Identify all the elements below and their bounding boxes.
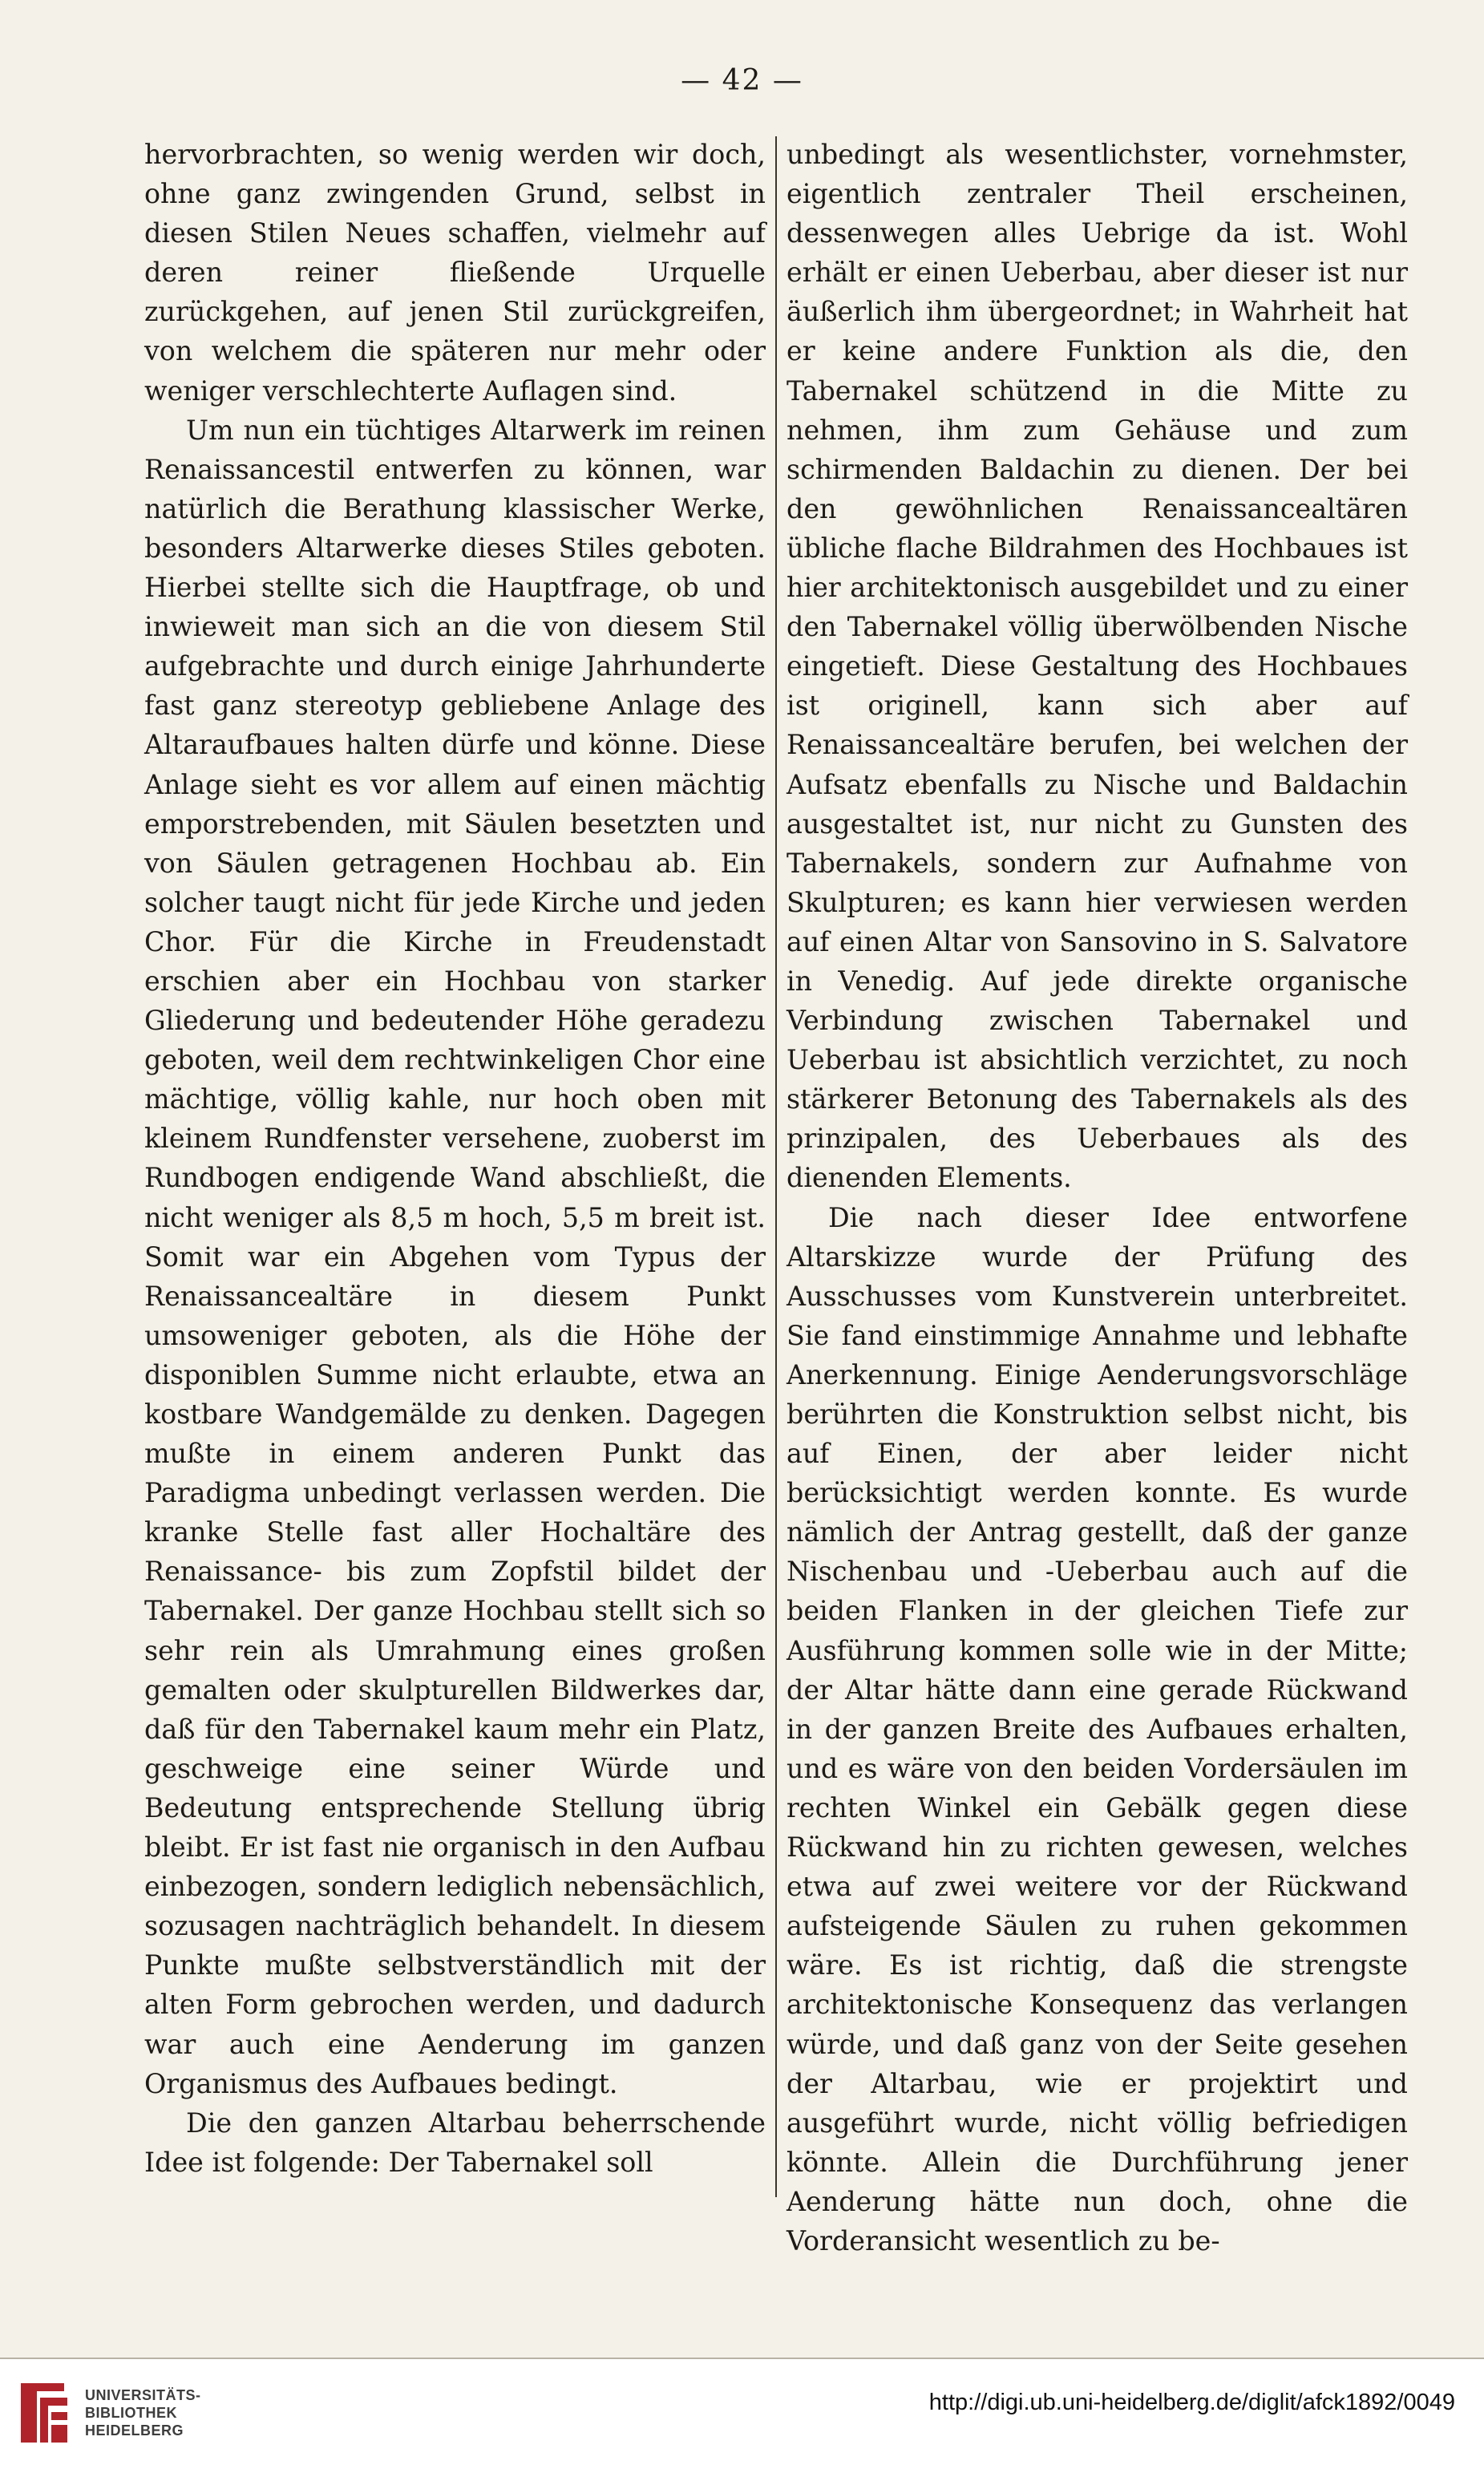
page-number: — 42 — [681,64,803,97]
library-name [85,2386,201,2439]
right-column [786,135,1408,2261]
source-url[interactable]: http://digi.ub.uni-heidelberg.de/diglit/afck1892/0049 [928,2390,1455,2415]
paragraph: Die den ganzen Altarbau beherrschende Idee ist folgende: Der Tabernakel soll [144,2107,766,2178]
paragraph: Um nun ein tüchtiges Altarwerk im reinen Renaissancestil entwerfen zu können, war natürlich die Berathung klassischer Werke, besonders Altarwerke dieses Stiles geboten. Hierbei stellte sich die Hauptfrage, ob und inwieweit man sich an die von diesem Stil aufgebrachte und durch einige Jahrhunderte fast ganz stereotyp gebliebene Anlage des Altaraufbaues halten dürfe und könne. Diese Anlage sieht es vor allem auf einen mächtig emporstrebenden, mit Säulen besetzten und von Säulen getragenen Hochbau ab. Ein solcher taugt nicht für jede Kirche und jeden Chor. Für die Kirche in Freudenstadt erschien aber ein Hochbau von starker Gliederung und bedeutender Höhe geradezu geboten, weil dem rechtwinkeligen Chor eine mächtige, völlig kahle, nur hoch oben mit kleinem Rundfenster versehene, zuoberst im Rundbogen endigende Wand abschließt, die nicht weniger als 8,5 m hoch, 5,5 m breit ist. Somit war ein Abgehen vom Typus der Renaissancealtäre in diesem Punkt umsoweniger geboten, als die Höhe der disponiblen Summe nicht erlaubte, etwa an kostbare Wandgemälde zu denken. Dagegen mußte in einem anderen Punkt das Paradigma unbedingt verlassen werden. Die kranke Stelle fast aller Hochaltäre des Renaissance- bis zum Zopfstil bildet der Tabernakel. Der ganze Hochbau stellt sich so sehr rein als Umrahmung eines großen gemalten oder skulpturellen Bildwerkes dar, daß für den Tabernakel kaum mehr ein Platz, geschweige eine seiner Würde und Bedeutung entsprechende Stellung übrig bleibt. Er ist fast nie organisch in den Aufbau einbezogen, sondern lediglich nebensächlich, sozusagen nachträglich behandelt. In diesem Punkte mußte selbstverständlich mit der alten Form gebrochen werden, und dadurch war auch eine Aenderung im ganzen Organismus des Aufbaues bedingt. [144,414,766,2099]
left-column [144,135,766,2182]
library-name-line: BIBLIOTHEK [85,2405,177,2421]
paragraph: unbedingt als wesentlichster, vornehmster, eigentlich zentraler Theil erscheinen, dessenwegen alles Uebrige da ist. Wohl erhält er einen Ueberbau, aber dieser ist nur äußerlich ihm übergeordnet; in Wahrheit hat er keine andere Funktion als die, den Tabernakel schützend in die Mitte zu nehmen, ihm zum Gehäuse und zum schirmenden Baldachin zu dienen. Der bei den gewöhnlichen Renaissancealtären übliche flache Bildrahmen des Hochbaues ist hier architektonisch ausgebildet und zu einer den Tabernakel völlig überwölbenden Nische eingetieft. Diese Gestaltung des Hochbaues ist originell, kann sich aber auf Renaissancealtäre berufen, bei welchen der Aufsatz ebenfalls zu Nische und Baldachin ausgestaltet ist, nur nicht zu Gunsten des Tabernakels, sondern zur Aufnahme von Skulpturen; es kann hier verwiesen werden auf einen Altar von Sansovino in S. Salvatore in Venedig. Auf jede direkte organische Verbindung zwischen Tabernakel und Ueberbau ist absichtlich verzichtet, zu noch stärkerer Betonung des Tabernakels als des prinzipalen, des Ueberbaues als des dienenden Elements. [786,139,1408,1194]
library-emblem-icon [16,2377,74,2449]
footer-bar [0,2359,1484,2473]
column-divider [775,136,777,2197]
library-name-line: HEIDELBERG [85,2422,184,2439]
paragraph: hervorbrachten, so wenig werden wir doch, ohne ganz zwingenden Grund, selbst in diesen Stilen Neues schaffen, vielmehr auf deren reiner fließende Urquelle zurückgehen, auf jenen Stil zurückgreifen, von welchem die späteren nur mehr oder weniger verschlechterte Auflagen sind. [144,139,766,407]
library-logo[interactable] [16,2377,201,2449]
library-name-line: UNIVERSITÄTS- [85,2387,201,2403]
paragraph: Die nach dieser Idee entworfene Altarskizze wurde der Prüfung des Ausschusses vom Kunstverein unterbreitet. Sie fand einstimmige Annahme und lebhafte Anerkennung. Einige Aenderungsvorschläge berührten die Konstruktion selbst nicht, bis auf Einen, der aber leider nicht berücksichtigt werden konnte. Es wurde nämlich der Antrag gestellt, daß der ganze Nischenbau und -Ueberbau auch auf die beiden Flanken in der gleichen Tiefe zur Ausführung kommen solle wie in der Mitte; der Altar hätte dann eine gerade Rückwand in der ganzen Breite des Aufbaues erhalten, und es wäre von den beiden Vordersäulen im rechten Winkel ein Gebälk gegen diese Rückwand hin zu richten gewesen, welches etwa auf zwei weitere vor der Rückwand aufsteigende Säulen zu ruhen gekommen wäre. Es ist richtig, daß die strengste architektonische Konsequenz das verlangen würde, und daß ganz von der Seite gesehen der Altarbau, wie er projektirt und ausgeführt wurde, nicht völlig befriedigen könnte. Allein die Durchführung jener Aenderung hätte nun doch, ohne die Vorderansicht wesentlich zu be- [786,1201,1408,2256]
